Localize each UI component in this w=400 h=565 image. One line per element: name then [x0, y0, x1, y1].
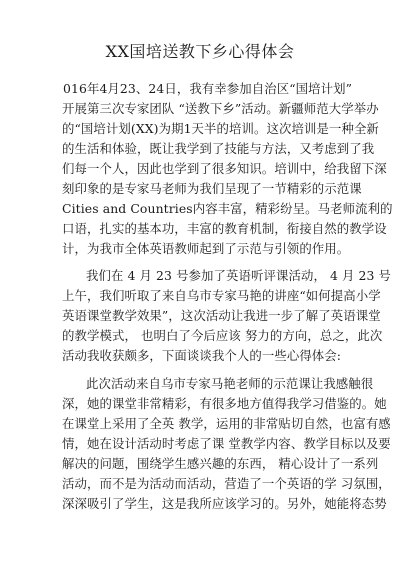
paragraph-line: Cities and Countries内容丰富，精彩纷呈。马老师流利的: [62, 201, 393, 216]
paragraph-line: 活动我收获颇多，下面谈谈我个人的一些心得体会:: [62, 348, 342, 363]
paragraph-line: 深，她的课堂非常精彩，有很多地方值得我学习借鉴的。她: [62, 396, 387, 411]
paragraph-line: 此次活动来自乌市专家马艳老师的示范课让我感触很: [86, 376, 374, 391]
paragraph-line: 的生活和体验，既让我学到了技能与方法，又考虑到了我: [62, 141, 375, 156]
paragraph-line: 们每一个人，因此也学到了很多知识。培训中，给我留下深: [62, 161, 387, 176]
paragraph-line: 深深吸引了学生，这是我所应该学习的。另外，她能将态势: [62, 496, 387, 511]
paragraph-line: 情，她在设计活动时考虑了课 堂教学内容、教学目标以及要: [62, 436, 391, 451]
paragraph-line: 的“国培计划(XX)为期1天半的培训。这次培训是一种全新: [62, 121, 379, 136]
paragraph-line: 016年4月23、24日，我有幸参加自治区“国培计划”: [63, 81, 353, 96]
paragraph-line: 解决的问题，围绕学生感兴趣的东西， 精心设计了一系列: [62, 456, 379, 471]
document-title: XX国培送教下乡心得体会: [105, 42, 295, 61]
paragraph-line: 上午，我们听取了来自乌市专家马艳的讲座“如何提高小学: [62, 288, 381, 303]
paragraph-line: 口语，扎实的基本功，丰富的教育机制，衔接自然的教学设: [62, 221, 387, 236]
paragraph-line: 在课堂上采用了全英 教学，运用的非常贴切自然，也富有感: [62, 416, 391, 431]
paragraph-line: 开展第三次专家团队 “送教下乡”活动。新疆师范大学举办: [62, 101, 379, 116]
paragraph-line: 计，为我市全体英语教师起到了示范与引领的作用。: [62, 241, 350, 256]
paragraph-line: 的教学模式， 也明白了今后应该 努力的方向，总之，此次: [62, 328, 383, 343]
paragraph-line: 活动，而不是为活动而活动，营造了一个英语的学 习氛围，: [62, 476, 391, 491]
paragraph-line: 我们在 4 月 23 号参加了英语听评课活动， 4 月 23 号: [86, 268, 392, 283]
paragraph-line: 刻印象的是专家马老师为我们呈现了一节精彩的示范课: [62, 181, 362, 196]
paragraph-line: 英语课堂教学效果”，这次活动让我进一步了解了英语课堂: [62, 308, 381, 323]
